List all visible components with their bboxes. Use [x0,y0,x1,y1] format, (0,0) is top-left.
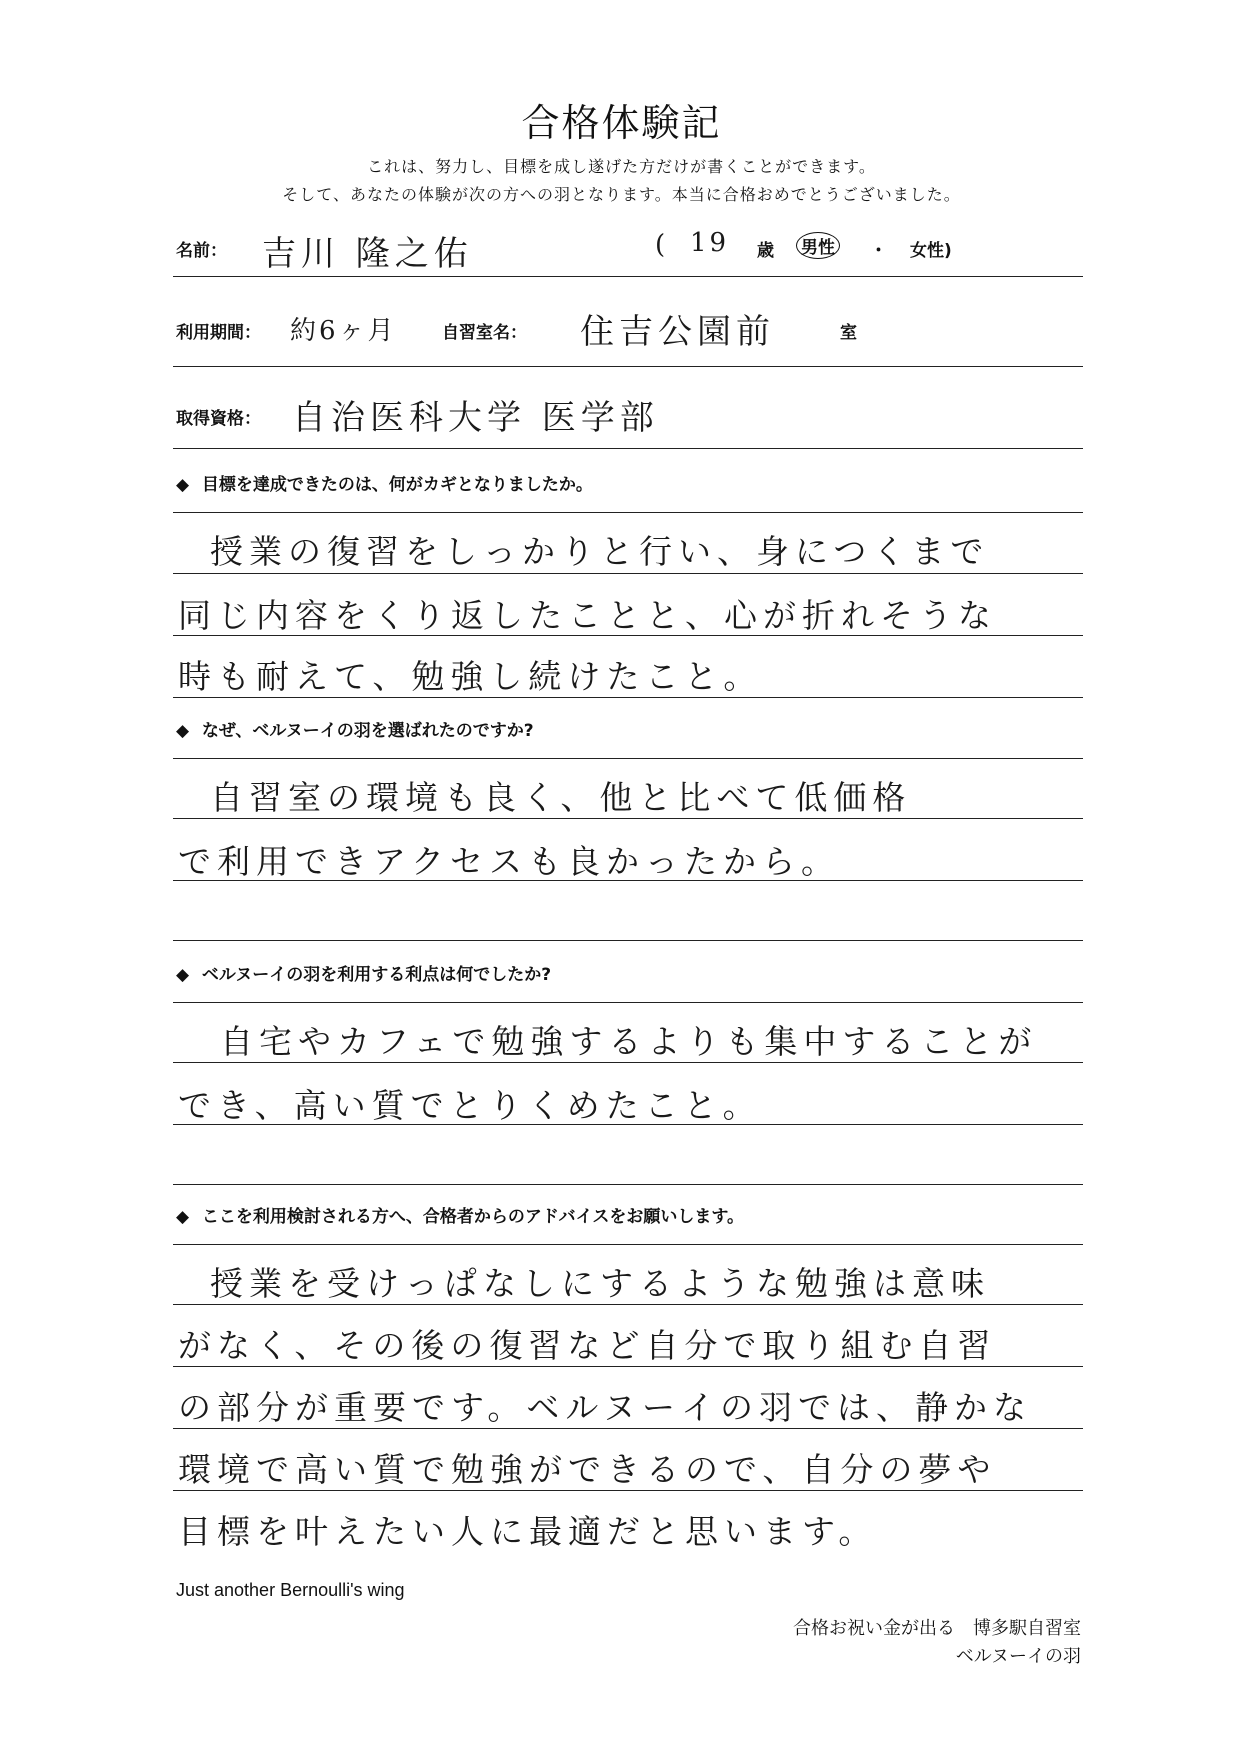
q3-answer-line-1: 自宅やカフェで勉強するよりも集中することが [220,1022,1038,1061]
q4-answer-line-4: 環境で高い質で勉強ができるので、自分の夢や [178,1450,997,1489]
age-open-paren: ( [655,230,669,260]
q3-rule-3 [173,1184,1083,1185]
q1-answer-line-3: 時も耐えて、勉強し続けたこと。 [178,657,763,696]
diamond-bullet-icon: ◆ [176,1207,190,1227]
room-value: 住吉公園前 [580,312,775,352]
q1-rule-1 [173,573,1083,574]
q2-rule-3 [173,940,1083,941]
q1-answer-line-1: 授業の復習をしっかりと行い、身につくまで [210,532,990,571]
question-2-text: なぜ、ベルヌーイの羽を選ばれたのですか? [201,721,534,741]
q1-rule-0 [173,512,1083,513]
q4-rule-4 [173,1490,1083,1491]
footer-line-1: 合格お祝い金が出る 博多駅自習室 [793,1618,1081,1639]
q2-answer-line-2: で利用できアクセスも良かったから。 [178,842,841,881]
question-1-text: 目標を達成できたのは、何がカギとなりましたか。 [201,475,593,495]
room-suffix: 室 [840,323,857,343]
qualification-value: 自治医科大学 医学部 [292,398,659,438]
diamond-bullet-icon: ◆ [176,721,190,741]
question-4-text: ここを利用検討される方へ、合格者からのアドバイスをお願いします。 [201,1207,745,1227]
q3-rule-0 [173,1002,1083,1003]
period-rule [173,366,1083,367]
footer-slogan: Just another Bernoulli's wing [176,1580,405,1600]
qualification-rule [173,448,1083,449]
age-unit: 歳 [757,241,774,261]
q2-rule-2 [173,880,1083,881]
gender-male-circled: 男性 [796,232,840,259]
q2-rule-0 [173,758,1083,759]
q4-rule-1 [173,1304,1083,1305]
footer-line-2: ベルヌーイの羽 [955,1646,1081,1667]
q1-rule-3 [173,697,1083,698]
q4-answer-line-5: 目標を叶えたい人に最適だと思います。 [178,1512,878,1551]
question-4 [176,1202,744,1227]
age-value: 19 [690,228,730,258]
q4-rule-0 [173,1244,1083,1245]
q2-rule-1 [173,818,1083,819]
qualification-label: 取得資格： [176,409,261,429]
gender-male [796,232,840,259]
q3-answer-line-2: でき、高い質でとりくめたこと。 [178,1086,762,1125]
q4-answer-line-2: がなく、その後の復習など自分で取り組む自習 [178,1326,997,1365]
question-3 [176,960,551,985]
q1-rule-2 [173,635,1083,636]
question-1 [176,470,593,495]
q4-rule-2 [173,1366,1083,1367]
name-rule [173,276,1083,277]
gender-separator: ・ [870,241,887,261]
period-value: 約6ヶ月 [290,316,397,346]
q3-rule-2 [173,1124,1083,1125]
diamond-bullet-icon: ◆ [176,475,190,495]
question-3-text: ベルヌーイの羽を利用する利点は何でしたか? [201,965,552,985]
period-label: 利用期間： [176,323,261,343]
q4-answer-line-3: の部分が重要です。ベルヌーイの羽では、静かな [178,1388,1033,1427]
subtitle-line-2: そして、あなたの体験が次の方への羽となります。本当に合格おめでとうございました。 [282,185,961,204]
room-label: 自習室名： [442,323,527,343]
q3-rule-1 [173,1062,1083,1063]
question-2 [176,716,534,741]
q4-answer-line-1: 授業を受けっぱなしにするような勉強は意味 [210,1264,990,1303]
diamond-bullet-icon: ◆ [176,965,190,985]
gender-female: 女性) [910,241,952,261]
name-value: 吉川 隆之佑 [262,234,473,274]
page-title: 合格体験記 [521,101,722,145]
q4-rule-3 [173,1428,1083,1429]
subtitle-line-1: これは、努力し、目標を成し遂げた方だけが書くことができます。 [367,157,876,176]
name-label: 名前： [176,241,227,261]
q1-answer-line-2: 同じ内容をくり返したことと、心が折れそうな [178,596,997,635]
q2-answer-line-1: 自習室の環境も良く、他と比べて低価格 [210,778,912,817]
